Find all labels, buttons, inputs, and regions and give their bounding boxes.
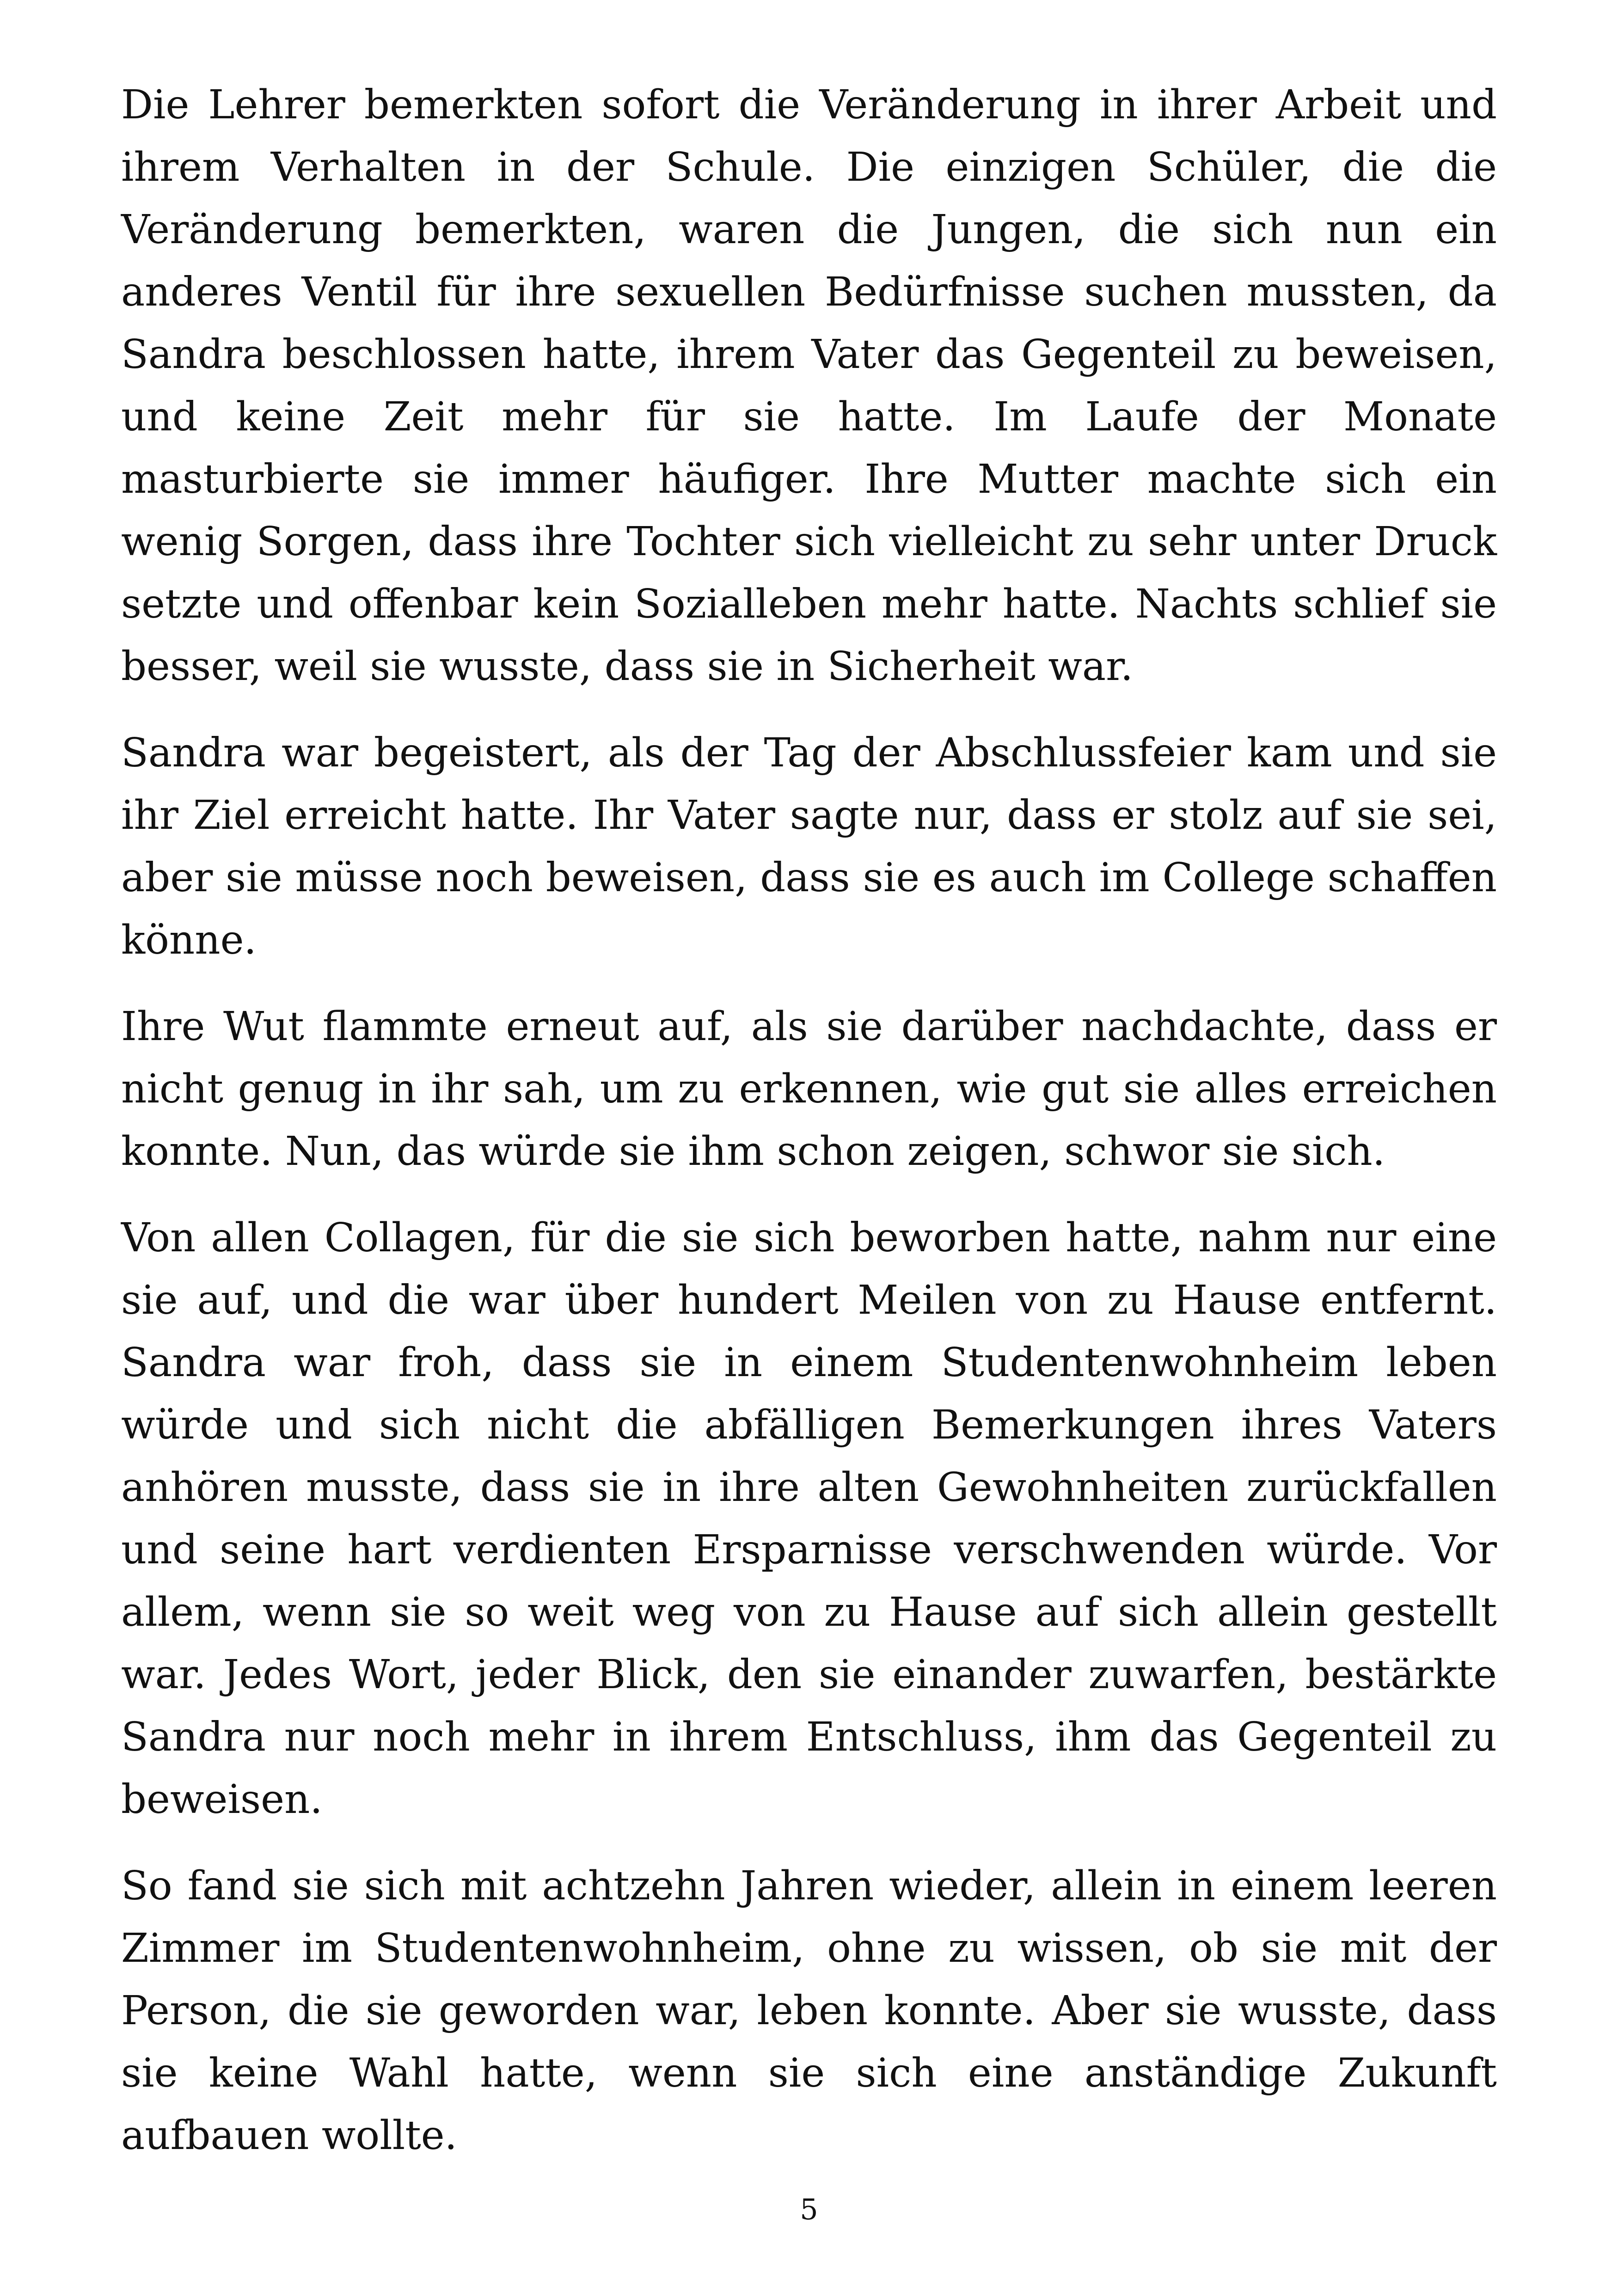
paragraph-2: Sandra war begeistert, als der Tag der Abschlussfeier kam und sie ihr Ziel erreicht hatte. Ihr Vater sagte nur, dass er stolz auf sie sei, aber sie müsse noch beweisen, dass sie es auch im College schaffen könne. (121, 730, 1497, 963)
paragraph-4: Von allen Collagen, für die sie sich beworben hatte, nahm nur eine sie auf, und die war über hundert Meilen von zu Hause entfernt. Sandra war froh, dass sie in einem Studentenwohnheim leben würde und sich nicht die abfälligen Bemerkungen ihres Vaters anhören musste, dass sie in ihre alten Gewohnheiten zurückfallen und seine hart verdienten Ersparnisse verschwenden würde. Vor allem, wenn sie so weit weg von zu Hause auf sich allein gestellt war. Jedes Wort, jeder Blick, den sie einander zuwarfen, bestärkte Sandra nur noch mehr in ihrem Entschluss, ihm das Gegenteil zu beweisen. (121, 1215, 1497, 1823)
page-number: 5 (800, 2192, 818, 2226)
paragraph-5: So fand sie sich mit achtzehn Jahren wieder, allein in einem leeren Zimmer im Studentenwohnheim, ohne zu wissen, ob sie mit der Person, die sie geworden war, leben konnte. Aber sie wusste, dass sie keine Wahl hatte, wenn sie sich eine anständige Zukunft aufbauen wollte. (121, 1863, 1497, 2159)
paragraph-1: Die Lehrer bemerkten sofort die Veränderung in ihrer Arbeit und ihrem Verhalten in der Schule. Die einzigen Schüler, die die Veränderung bemerkten, waren die Jungen, die sich nun ein anderes Ventil für ihre sexuellen Bedürfnisse suchen mussten, da Sandra beschlossen hatte, ihrem Vater das Gegenteil zu beweisen, und keine Zeit mehr für sie hatte. Im Laufe der Monate masturbierte sie immer häufiger. Ihre Mutter machte sich ein wenig Sorgen, dass ihre Tochter sich vielleicht zu sehr unter Druck setzte und offenbar kein Sozialleben mehr hatte. Nachts schlief sie besser, weil sie wusste, dass sie in Sicherheit war. (121, 82, 1497, 690)
paragraph-3: Ihre Wut flammte erneut auf, als sie darüber nachdachte, dass er nicht genug in ihr sah, um zu erkennen, wie gut sie alles erreichen konnte. Nun, das würde sie ihm schon zeigen, schwor sie sich. (121, 1004, 1497, 1175)
body-text (121, 74, 1497, 2191)
